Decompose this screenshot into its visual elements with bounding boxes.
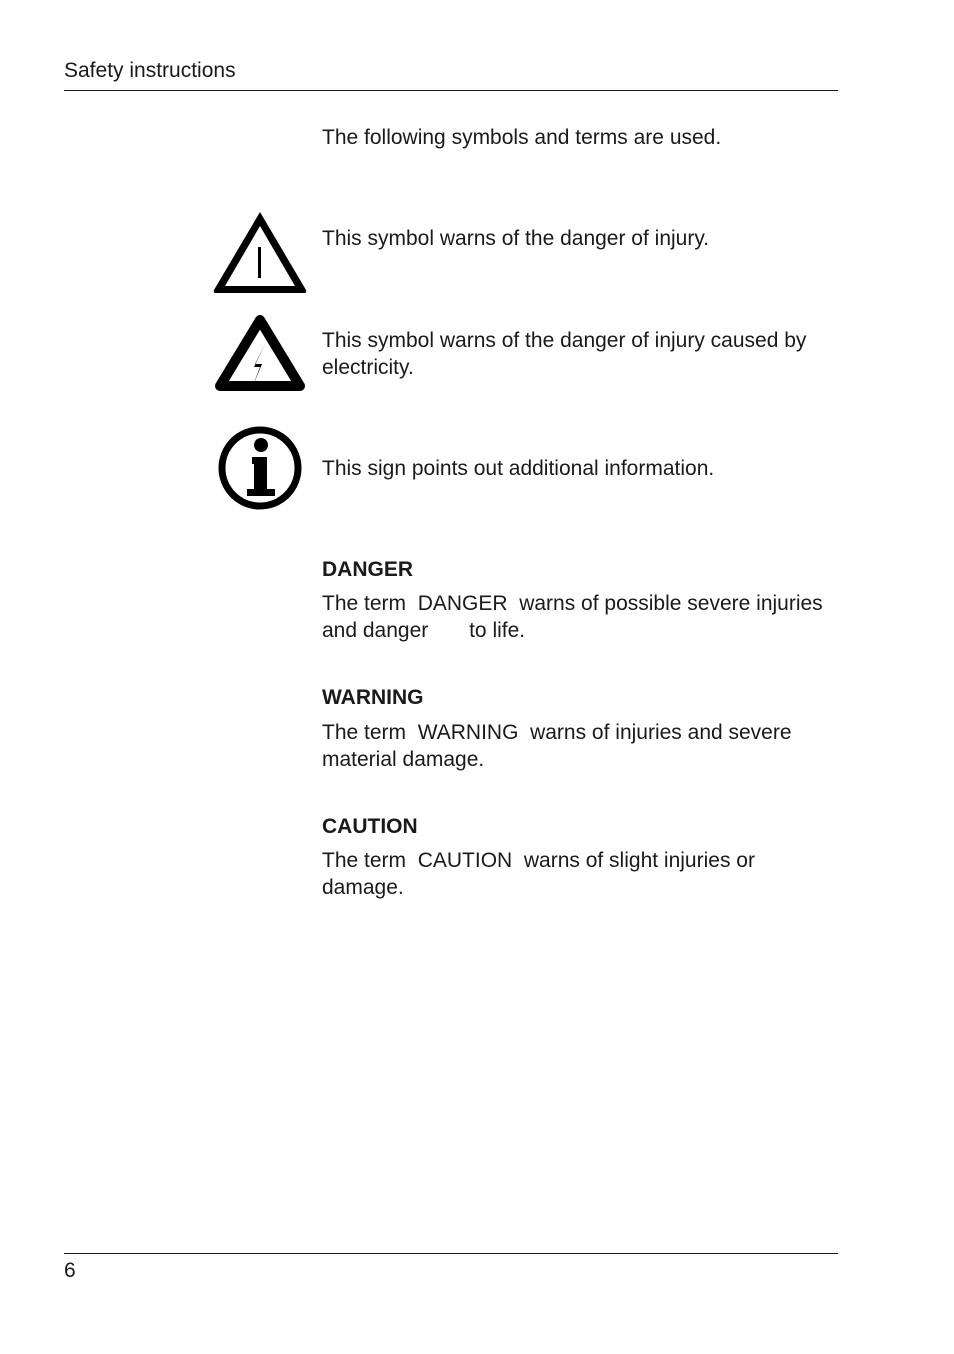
- symbol-text-info: This sign points out additional information.: [322, 457, 715, 480]
- section-title: Safety instructions: [64, 59, 236, 82]
- term-heading-caution: CAUTION: [322, 815, 418, 838]
- page-number: 6: [64, 1259, 76, 1282]
- info-icon: [217, 425, 303, 511]
- intro-text: The following symbols and terms are used.: [322, 126, 722, 149]
- symbol-text-injury: This symbol warns of the danger of injury.: [322, 227, 710, 250]
- term-heading-warning: WARNING: [322, 686, 424, 709]
- term-body-danger: The term DANGER warns of possible severe injuries and danger to life.: [322, 592, 829, 642]
- term-body-warning: The term WARNING warns of injuries and severe material damage.: [322, 721, 798, 771]
- footer-divider: [64, 1253, 838, 1254]
- page-header: [64, 58, 838, 91]
- term-body-caution: The term CAUTION warns of slight injuries or damage.: [322, 849, 761, 899]
- term-heading-danger: DANGER: [322, 558, 414, 581]
- symbol-text-electricity: This symbol warns of the danger of injury caused by electricity.: [322, 329, 807, 379]
- electric-hazard-icon: [214, 312, 306, 396]
- warning-triangle-icon: [212, 210, 308, 294]
